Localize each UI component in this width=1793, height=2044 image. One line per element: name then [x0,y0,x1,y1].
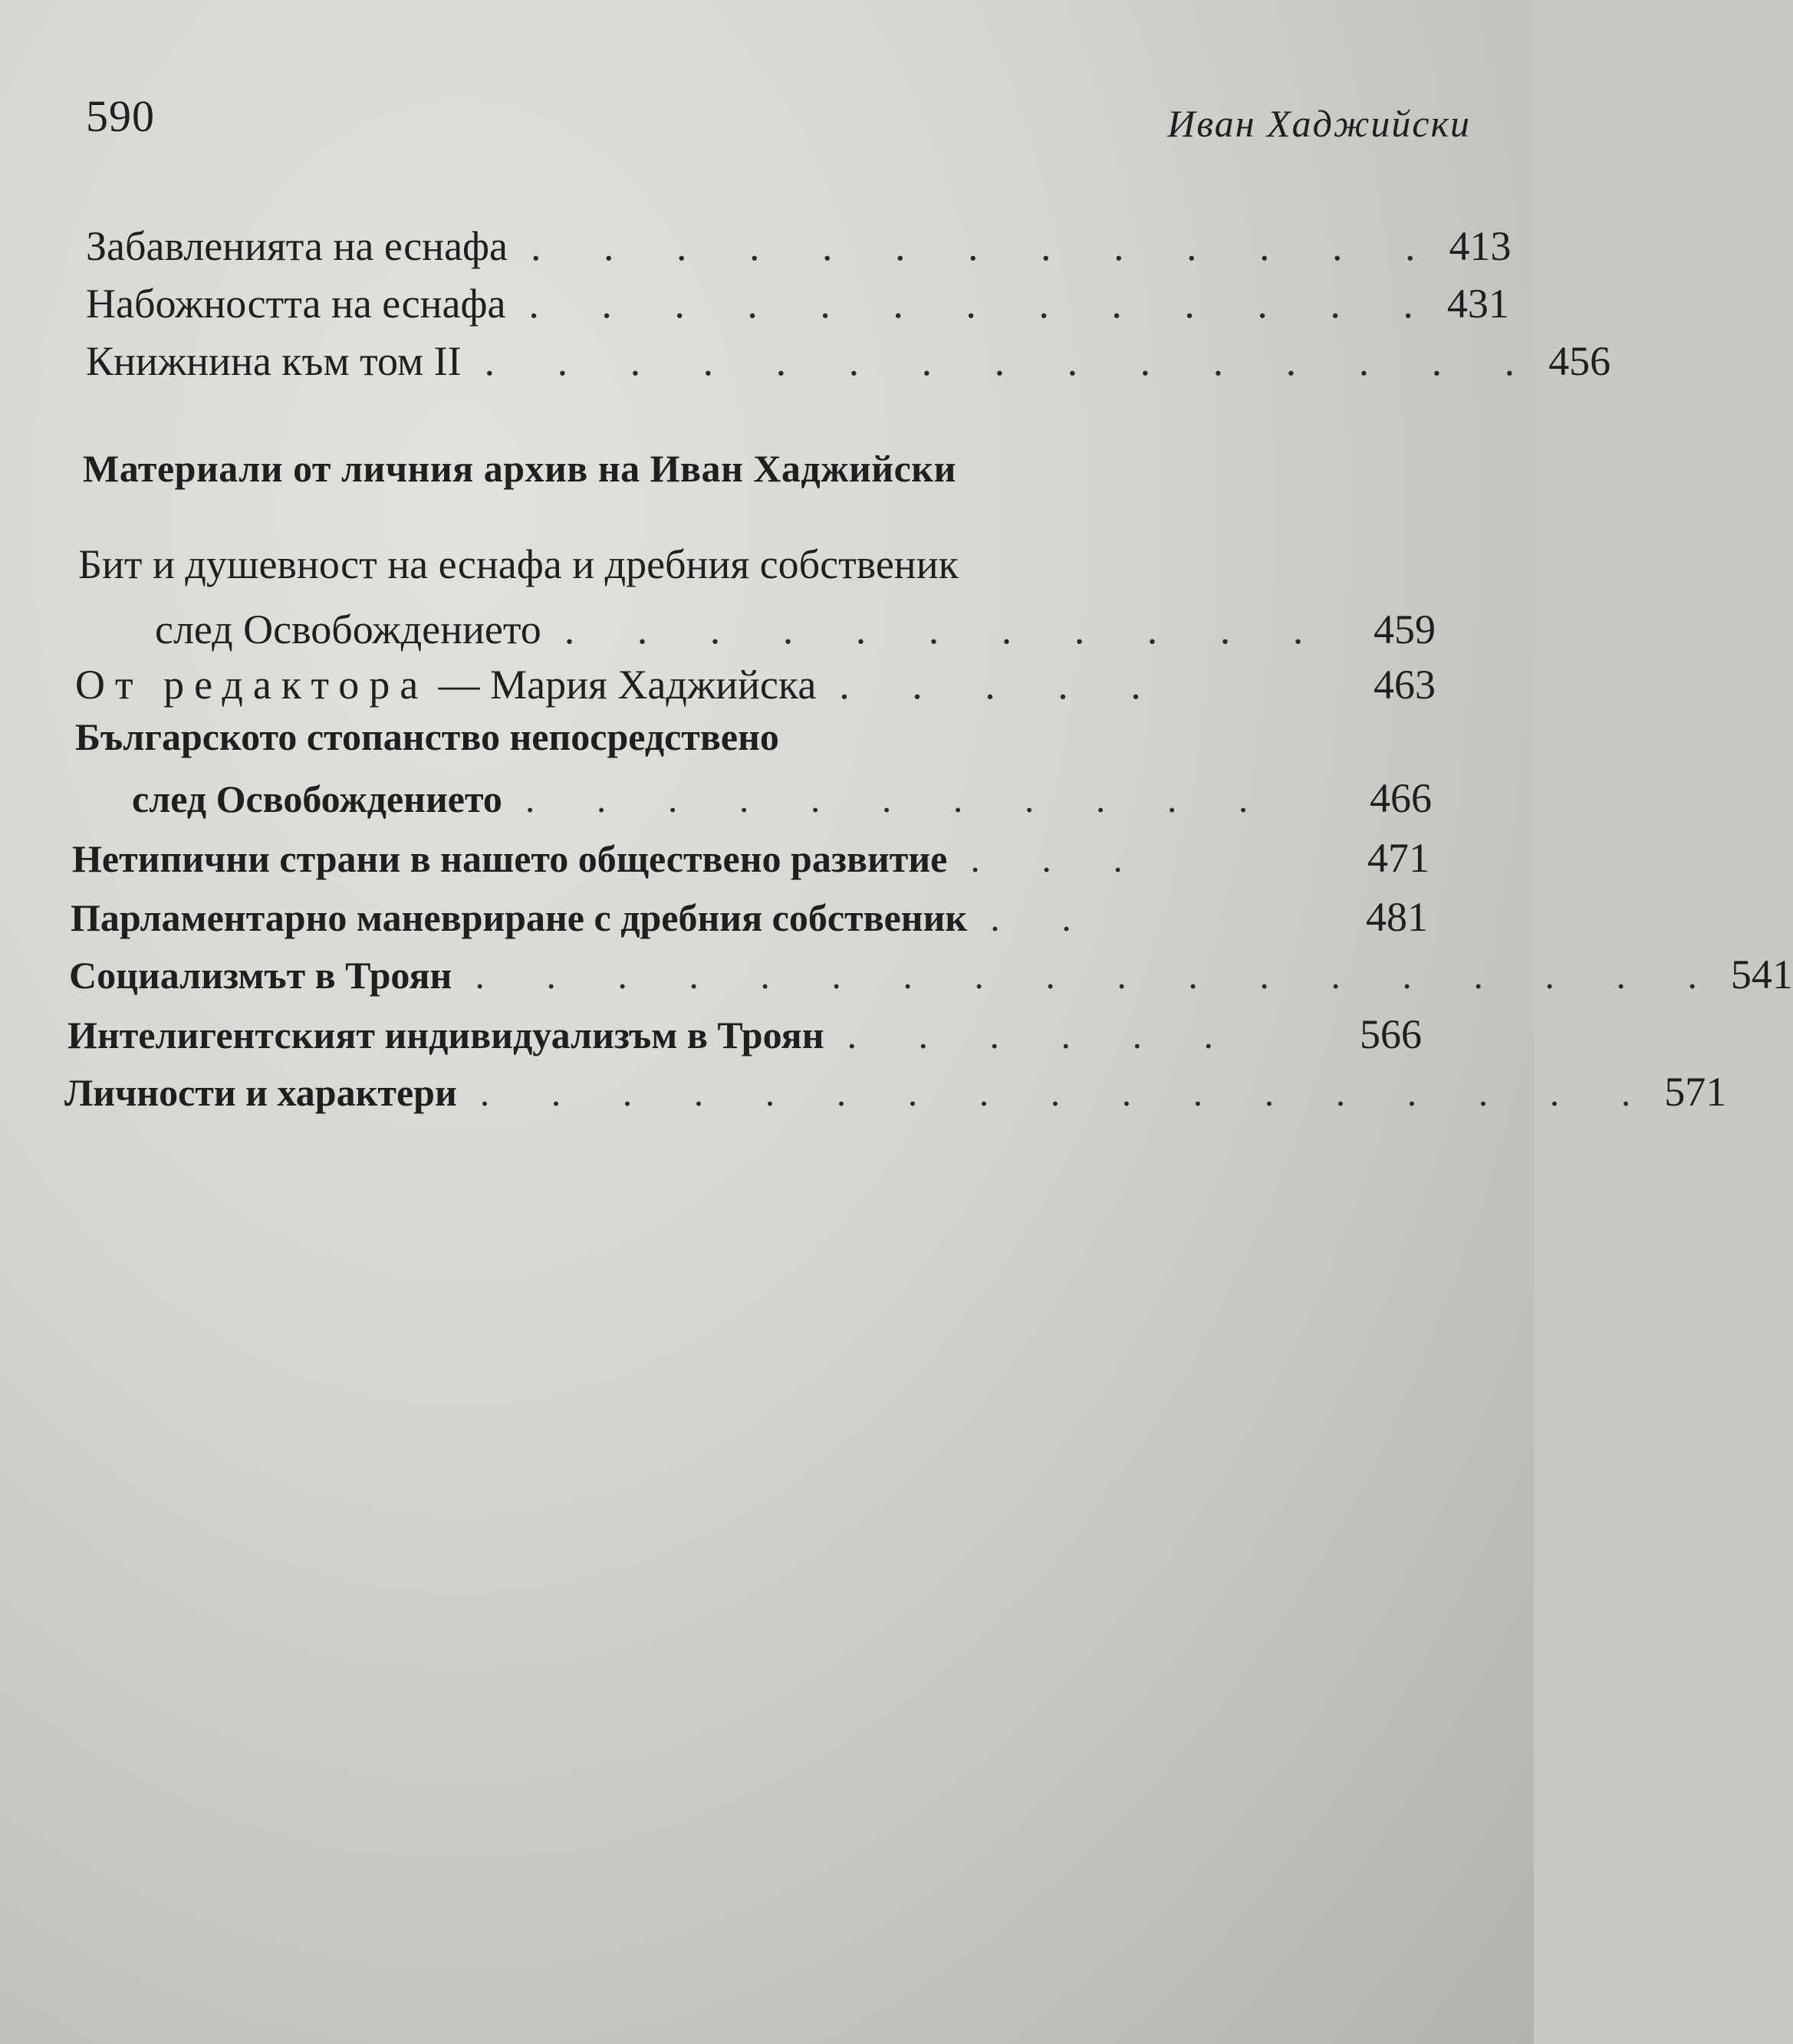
toc-entry-page: 459 [1374,606,1436,652]
toc-entry-title: Забавленията на еснафа [86,223,508,269]
toc-entry-page: 541 [1730,951,1793,997]
toc-entry-title-line2: след Освобождението [155,606,541,652]
toc-entry-page: 566 [1360,1011,1422,1057]
toc-entry-page: 431 [1446,281,1509,327]
toc-entry [72,834,1429,888]
toc-entry [86,337,1611,391]
toc-entry-title: Набожността на еснафа [86,281,506,327]
toc-entry-title: Парламентарно маневриране с дребния собственик [71,896,968,939]
toc-entry [75,661,1436,715]
toc-entry-title: Нетипични страни в нашето обществено развитие [72,837,948,880]
toc-entry-title: Личности и характери [64,1071,457,1114]
toc-entry-title: Интелигентският индивидуализъм в Троян [67,1014,824,1057]
toc-entry-title: Книжнина към том II [86,338,462,384]
toc-leader-dots: . . . . . . . . . . . . . . . . . [479,1071,1657,1114]
toc-entry-page: 413 [1449,223,1512,269]
toc-leader-dots: . . . . . . . . . . . . . . . [484,338,1541,384]
toc-entry-page: 456 [1548,338,1611,384]
toc-entry-page: 466 [1370,775,1432,821]
toc-leader-dots: . . [990,896,1097,939]
page-number: 590 [86,91,155,141]
toc-leader-dots: . . . . . [839,662,1167,708]
section-heading: Материали от личния архив на Иван Хаджийски [83,447,956,490]
toc-entry-title-line2: след Освобождението [132,777,502,820]
toc-entry-title-line1: Българското стопанство непосредствено [75,715,779,758]
running-head-author: Иван Хаджийски [1167,102,1471,145]
toc-entry-page: 481 [1366,894,1428,940]
toc-leader-dots: . . . . . . . . . . . [525,777,1275,820]
toc-entry [86,280,1509,334]
toc-leader-dots: . . . . . . . . . . . . . [528,281,1439,327]
toc-leader-dots: . . . . . . . . . . . [564,606,1330,652]
toc-leader-dots: . . . . . . . . . . . . . . . . . . [475,954,1723,997]
toc-leader-dots: . . . . . . . . . . . . . [531,223,1442,269]
toc-entry-title [75,661,816,708]
toc-entry [71,893,1428,947]
toc-entry [64,1068,1727,1122]
toc-entry [69,951,1793,1004]
toc-leader-dots: . . . . . . [847,1014,1240,1057]
toc-entry-title-spaced: От редактора [75,662,429,708]
toc-entry [67,1010,1422,1064]
toc-entry-title: Социализмът в Троян [69,954,452,997]
toc-entry [132,774,1432,828]
toc-entry-title-editor: — Мария Хаджийска [428,662,817,708]
toc-entry-page: 571 [1664,1069,1727,1115]
toc-entry [86,222,1512,276]
toc-entry-title-line1: Бит и душевност на еснафа и дребния собственик [78,541,959,587]
toc-leader-dots: . . . [970,837,1149,880]
toc-entry [155,606,1436,659]
toc-entry-page: 471 [1367,835,1429,881]
toc-entry-page: 463 [1374,662,1436,708]
